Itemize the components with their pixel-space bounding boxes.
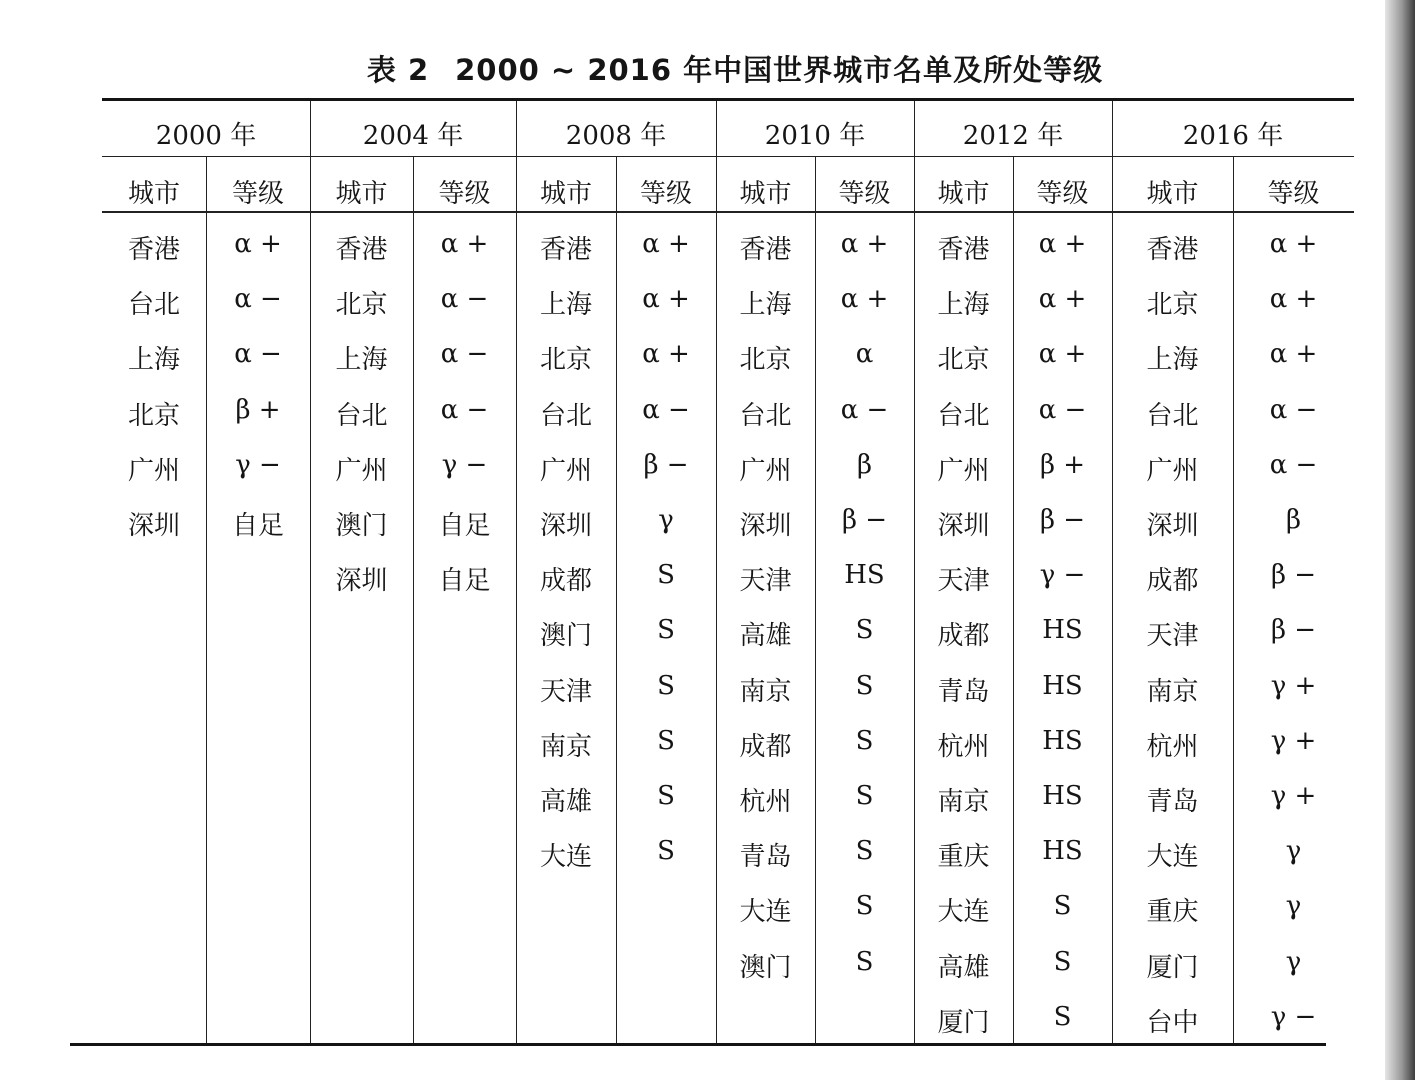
table-bottom-rule [70,1043,1326,1046]
grade-cell: α − [840,394,889,425]
city-column-header: 城市 [1146,179,1199,209]
city-cell: 香港 [937,235,990,265]
grade-cell: α − [234,339,282,370]
city-cell: 成都 [1146,566,1199,597]
city-cell: 上海 [127,345,180,376]
city-cell: 澳门 [539,621,592,652]
grade-cell: α − [440,339,489,370]
city-cell: 大连 [539,842,592,873]
city-cell: 成都 [539,566,592,597]
year-header: 2000 年 [155,121,257,151]
column-header-rule [102,211,1354,213]
grade-cell: γ − [235,449,281,480]
table-caption [0,48,1415,89]
grade-cell: β [856,449,873,480]
grade-cell: S [657,836,675,867]
grade-cell: β − [841,505,888,535]
grade-cell: γ [1285,946,1302,977]
city-cell: 台北 [539,400,592,431]
page-edge-shadow [1385,0,1415,1080]
city-cell: 上海 [335,345,388,376]
city-cell: 上海 [937,290,990,321]
city-cell: 青岛 [739,842,792,873]
grade-column-header: 等级 [438,179,491,209]
grade-cell: γ + [1270,781,1317,811]
grade-column-header: 等级 [231,179,284,209]
grade-cell: S [657,725,675,756]
grade-cell: α − [440,284,489,315]
city-cell: 香港 [335,235,388,265]
city-cell: 重庆 [1146,897,1199,928]
grade-cell: S [855,891,874,922]
grade-cell: β + [235,394,281,425]
city-cell: 青岛 [937,676,990,707]
city-column-header: 城市 [335,179,388,209]
grade-cell: α + [1038,284,1087,315]
grade-cell: α − [234,284,282,315]
grade-cell: α − [1038,394,1087,425]
city-cell: 杭州 [1146,731,1199,762]
grade-cell: β − [643,449,689,480]
city-cell: 广州 [127,455,180,486]
city-cell: 大连 [739,897,792,928]
grade-cell: S [855,836,874,867]
city-cell: 天津 [1146,621,1199,652]
grade-cell: S [657,781,675,811]
grade-cell: S [1053,891,1072,922]
city-cell: 大连 [1146,842,1199,873]
grade-cell: HS [1042,836,1083,867]
grade-cell: α + [1269,229,1318,259]
city-cell: 重庆 [937,842,990,873]
grade-column-header: 等级 [639,179,692,209]
grade-cell: S [855,670,874,701]
city-column-header: 城市 [937,179,990,209]
grade-cell: S [855,781,874,811]
grade-cell: α + [1038,339,1087,370]
city-cell: 北京 [335,290,388,321]
grade-cell: γ + [1270,670,1317,701]
city-cell: 深圳 [739,511,792,541]
city-cell: 北京 [739,345,792,376]
grade-cell: S [657,670,675,701]
year-header: 2016 年 [1182,121,1284,151]
city-cell: 北京 [539,345,592,376]
city-cell: 高雄 [539,787,592,817]
grade-cell: β − [1270,615,1317,646]
city-cell: 天津 [739,566,792,597]
city-cell: 杭州 [937,731,990,762]
grade-column-header: 等级 [1267,179,1320,209]
city-cell: 成都 [739,731,792,762]
city-cell: 高雄 [937,952,990,983]
city-cell: 北京 [937,345,990,376]
grade-column-header: 等级 [1036,179,1089,209]
grade-cell: α [855,339,874,370]
city-column-header: 城市 [127,179,180,209]
grade-cell: β − [1039,505,1086,535]
city-cell: 大连 [937,897,990,928]
year-header: 2010 年 [764,121,866,151]
year-header: 2012 年 [962,121,1064,151]
grade-cell: α + [642,284,690,315]
city-cell: 香港 [739,235,792,265]
grade-cell: S [1053,946,1072,977]
year-header: 2004 年 [362,121,464,151]
city-cell: 上海 [539,290,592,321]
city-cell: 深圳 [335,566,388,597]
city-cell: 北京 [1146,290,1199,321]
city-cell: 厦门 [1146,952,1199,983]
grade-cell: β [1285,505,1302,535]
city-cell: 台北 [335,400,388,431]
city-cell: 厦门 [937,1007,990,1038]
city-cell: 台中 [1146,1007,1199,1038]
grade-cell: 自足 [438,511,491,541]
grade-cell: HS [1042,615,1083,646]
city-cell: 南京 [539,731,592,762]
grade-cell: γ − [1270,1001,1317,1032]
city-cell: 广州 [1146,455,1199,486]
grade-cell: S [1053,1001,1072,1032]
city-cell: 广州 [739,455,792,486]
grade-cell: α + [1269,284,1318,315]
grade-cell: 自足 [438,566,491,597]
city-cell: 香港 [1146,235,1199,265]
city-cell: 北京 [127,400,180,431]
grade-cell: S [657,615,675,646]
city-cell: 台北 [1146,400,1199,431]
year-header: 2008 年 [565,121,667,151]
year-header-rule [102,156,1354,157]
grade-cell: HS [1042,670,1083,701]
city-cell: 台北 [739,400,792,431]
grade-cell: S [855,615,874,646]
grade-cell: γ [1285,891,1302,922]
city-cell: 深圳 [127,511,180,541]
grade-cell: β − [1270,560,1317,591]
grade-column-header: 等级 [838,179,891,209]
grade-cell: S [657,560,675,591]
city-cell: 香港 [127,235,180,265]
city-cell: 台北 [937,400,990,431]
grade-cell: α + [840,284,889,315]
grade-cell: α + [1269,339,1318,370]
grade-cell: γ + [1270,725,1317,756]
grade-cell: α + [234,229,282,259]
city-ranking-table [102,98,1354,1046]
grade-cell: α − [1269,394,1318,425]
city-cell: 深圳 [1146,511,1199,541]
city-cell: 广州 [937,455,990,486]
city-cell: 深圳 [937,511,990,541]
grade-cell: γ − [441,449,488,480]
grade-cell: S [855,725,874,756]
grade-cell: α + [1038,229,1087,259]
city-cell: 台北 [127,290,180,321]
city-cell: 广州 [335,455,388,486]
city-cell: 香港 [539,235,592,265]
grade-cell: α + [642,339,690,370]
grade-cell: β + [1039,449,1086,480]
city-cell: 南京 [1146,676,1199,707]
city-cell: 成都 [937,621,990,652]
city-cell: 澳门 [739,952,792,983]
grade-cell: HS [1042,781,1083,811]
city-cell: 青岛 [1146,787,1199,817]
city-cell: 南京 [739,676,792,707]
grade-cell: α − [440,394,489,425]
table-label: 表 2 [366,53,430,87]
city-cell: 天津 [539,676,592,707]
grade-cell: α − [642,394,690,425]
city-cell: 高雄 [739,621,792,652]
city-cell: 天津 [937,566,990,597]
city-cell: 杭州 [739,787,792,817]
grade-cell: α + [440,229,489,259]
grade-cell: α + [840,229,889,259]
grade-cell: γ [1285,836,1302,867]
grade-cell: 自足 [231,511,284,541]
grade-cell: HS [1042,725,1083,756]
grade-cell: S [855,946,874,977]
grade-cell: γ − [1039,560,1086,591]
table-title: 2000 ~ 2016 年中国世界城市名单及所处等级 [455,53,1104,87]
grade-cell: α − [1269,449,1318,480]
city-column-header: 城市 [539,179,592,209]
city-cell: 广州 [539,455,592,486]
city-cell: 上海 [1146,345,1199,376]
city-cell: 上海 [739,290,792,321]
grade-cell: γ [658,505,674,535]
city-cell: 深圳 [539,511,592,541]
city-cell: 澳门 [335,511,388,541]
grade-cell: HS [844,560,885,591]
city-column-header: 城市 [739,179,792,209]
grade-cell: α + [642,229,690,259]
city-cell: 南京 [937,787,990,817]
